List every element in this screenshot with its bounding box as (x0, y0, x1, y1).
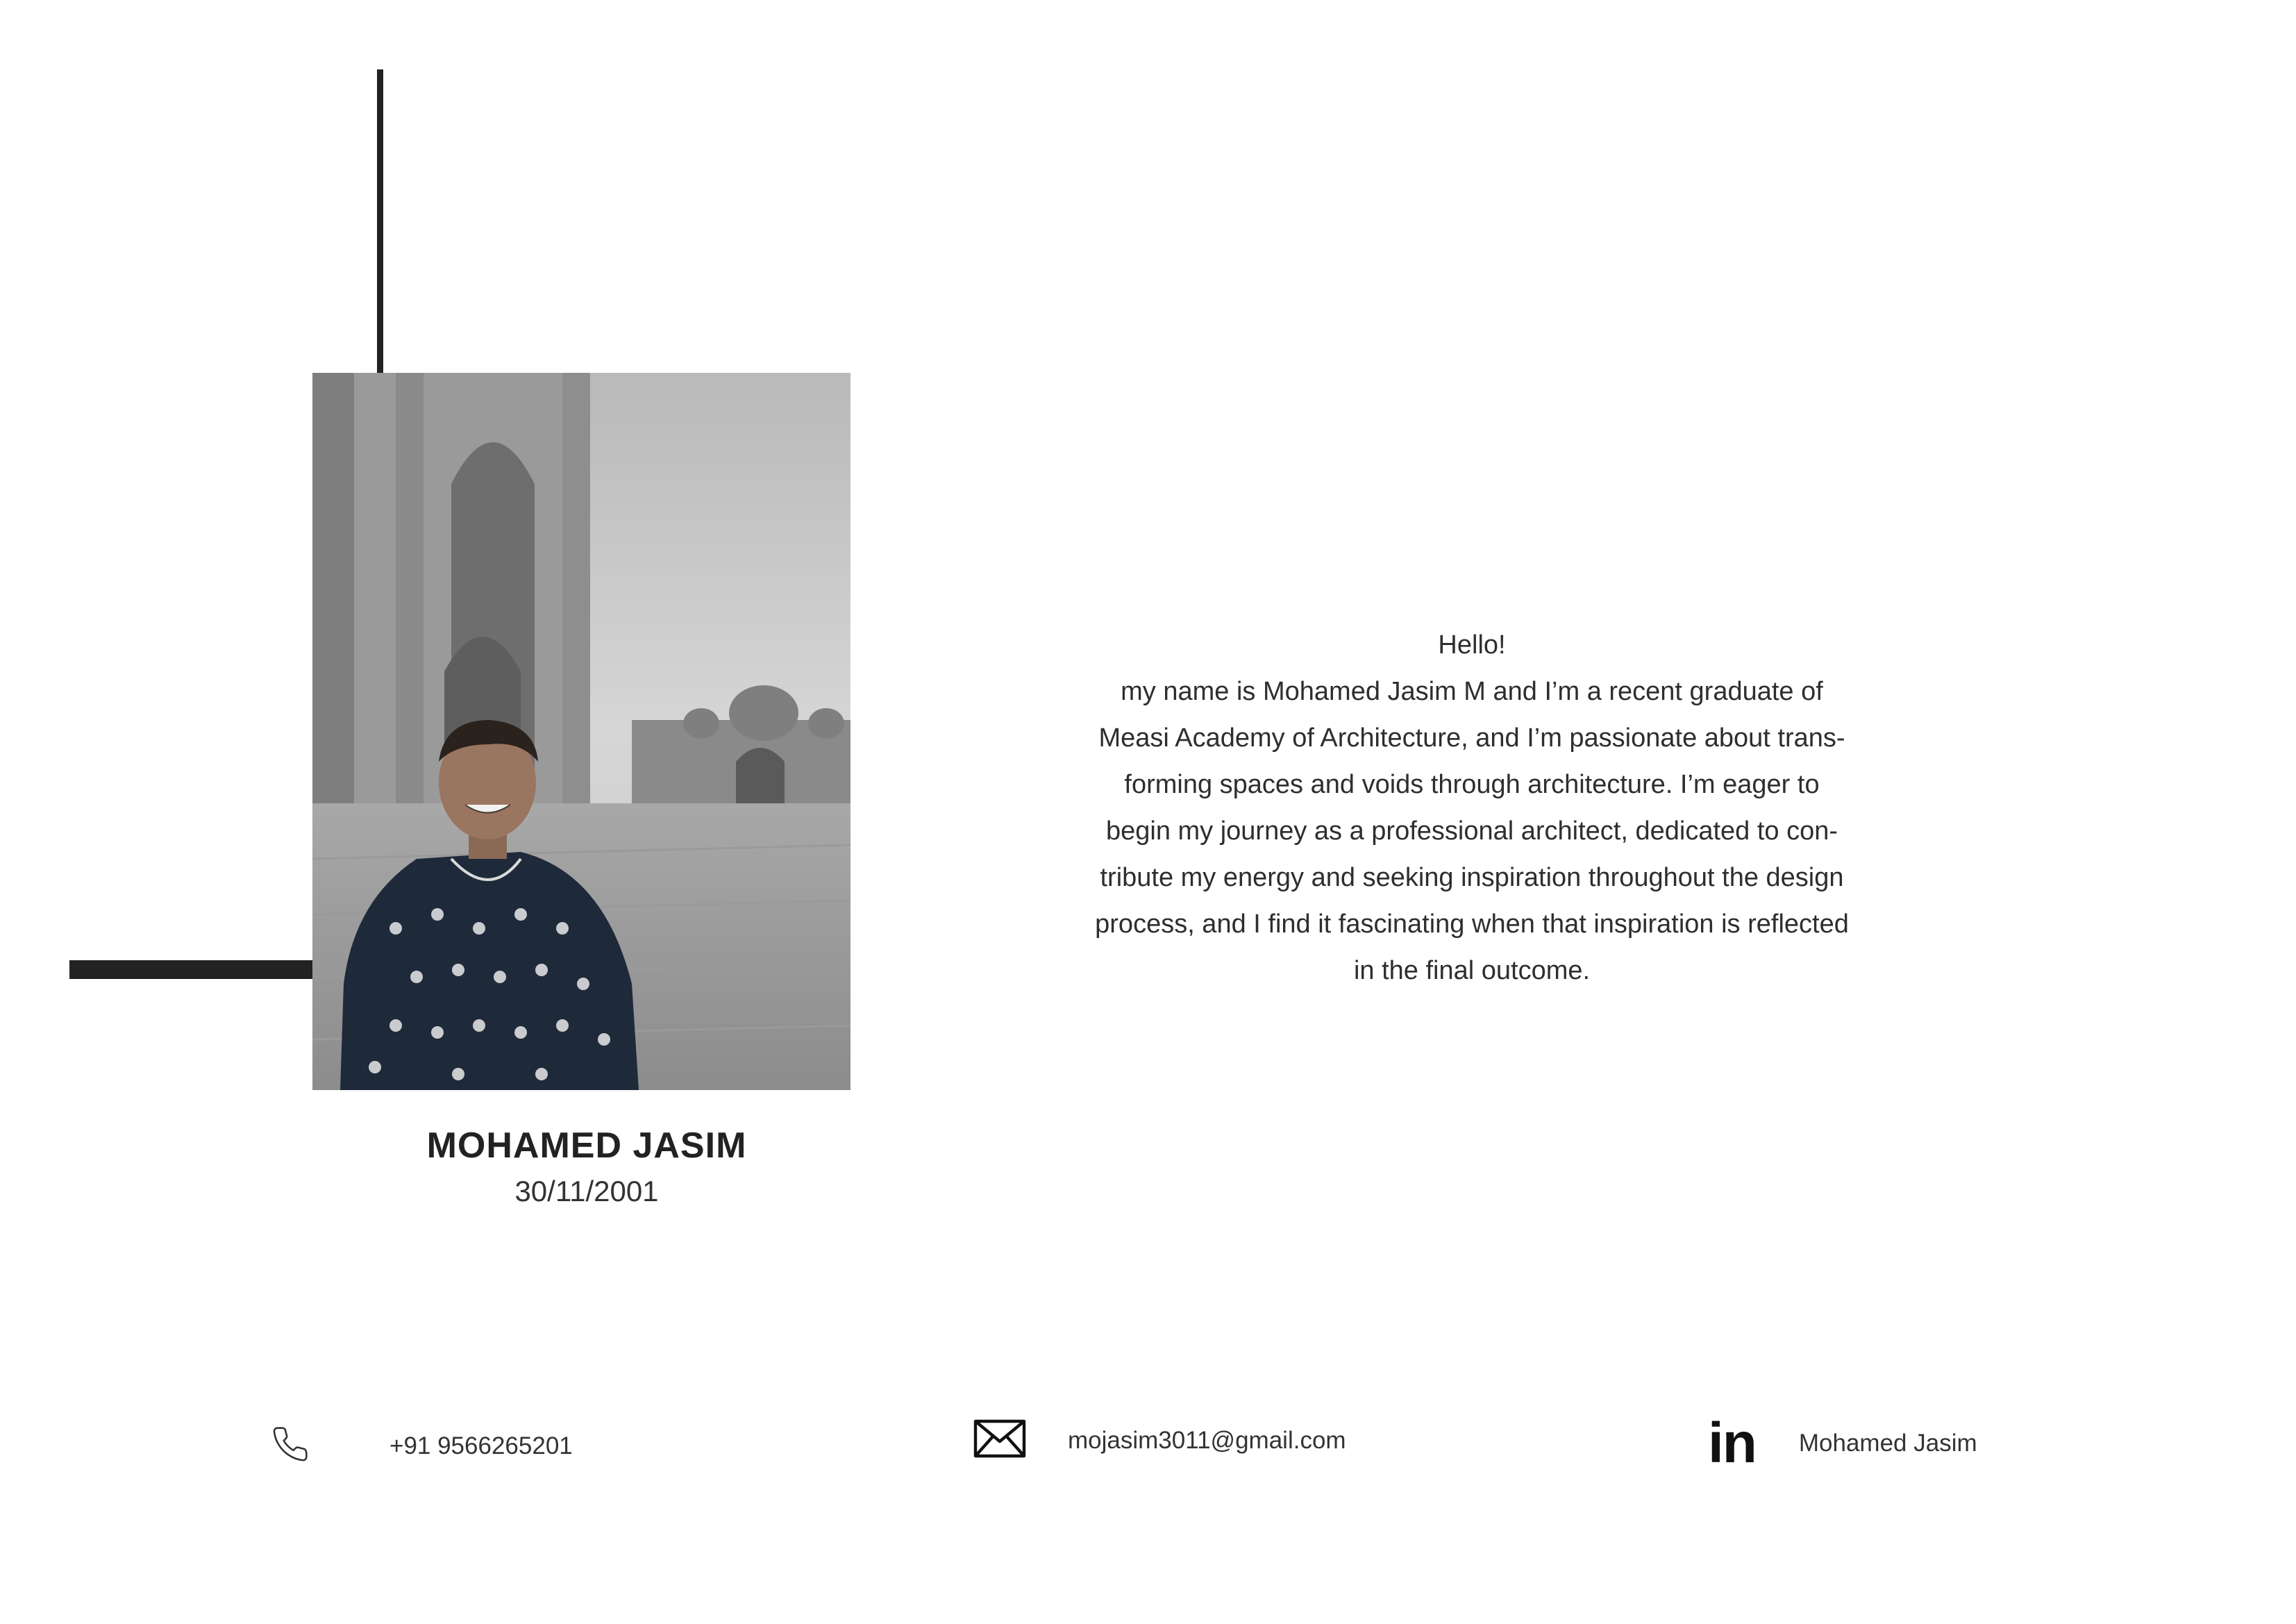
intro-paragraph (1090, 622, 1854, 994)
intro-line: forming spaces and voids through architecture. I’m eager to (1124, 770, 1820, 799)
contact-linkedin[interactable] (1708, 1412, 1977, 1475)
mail-icon (973, 1419, 1026, 1462)
intro-line: tribute my energy and seeking inspiration throughout the design (1100, 863, 1844, 892)
date-of-birth: 30/11/2001 (514, 1175, 659, 1207)
intro-greeting: Hello! (1438, 630, 1506, 660)
contact-email[interactable] (973, 1419, 1346, 1462)
intro-line: Measi Academy of Architecture, and I’m passionate about trans- (1098, 723, 1845, 753)
vertical-accent-bar (377, 69, 383, 374)
intro-line: process, and I find it fascinating when that inspiration is reflected (1095, 910, 1849, 939)
phone-icon (271, 1425, 310, 1467)
intro-line: my name is Mohamed Jasim M and I’m a recent graduate of (1121, 677, 1823, 706)
linkedin-name: Mohamed Jasim (1798, 1430, 1977, 1457)
contact-phone[interactable] (271, 1425, 573, 1467)
horizontal-accent-bar (69, 960, 314, 979)
profile-photo (312, 373, 850, 1090)
profile-name: MOHAMED JASIM (426, 1125, 747, 1166)
intro-line: in the final outcome. (1353, 956, 1591, 985)
intro-line: begin my journey as a professional architect, dedicated to con- (1105, 817, 1838, 846)
email-address: mojasim3011@gmail.com (1068, 1426, 1346, 1454)
phone-number: +91 9566265201 (389, 1432, 573, 1459)
linkedin-icon: in (1708, 1412, 1756, 1475)
